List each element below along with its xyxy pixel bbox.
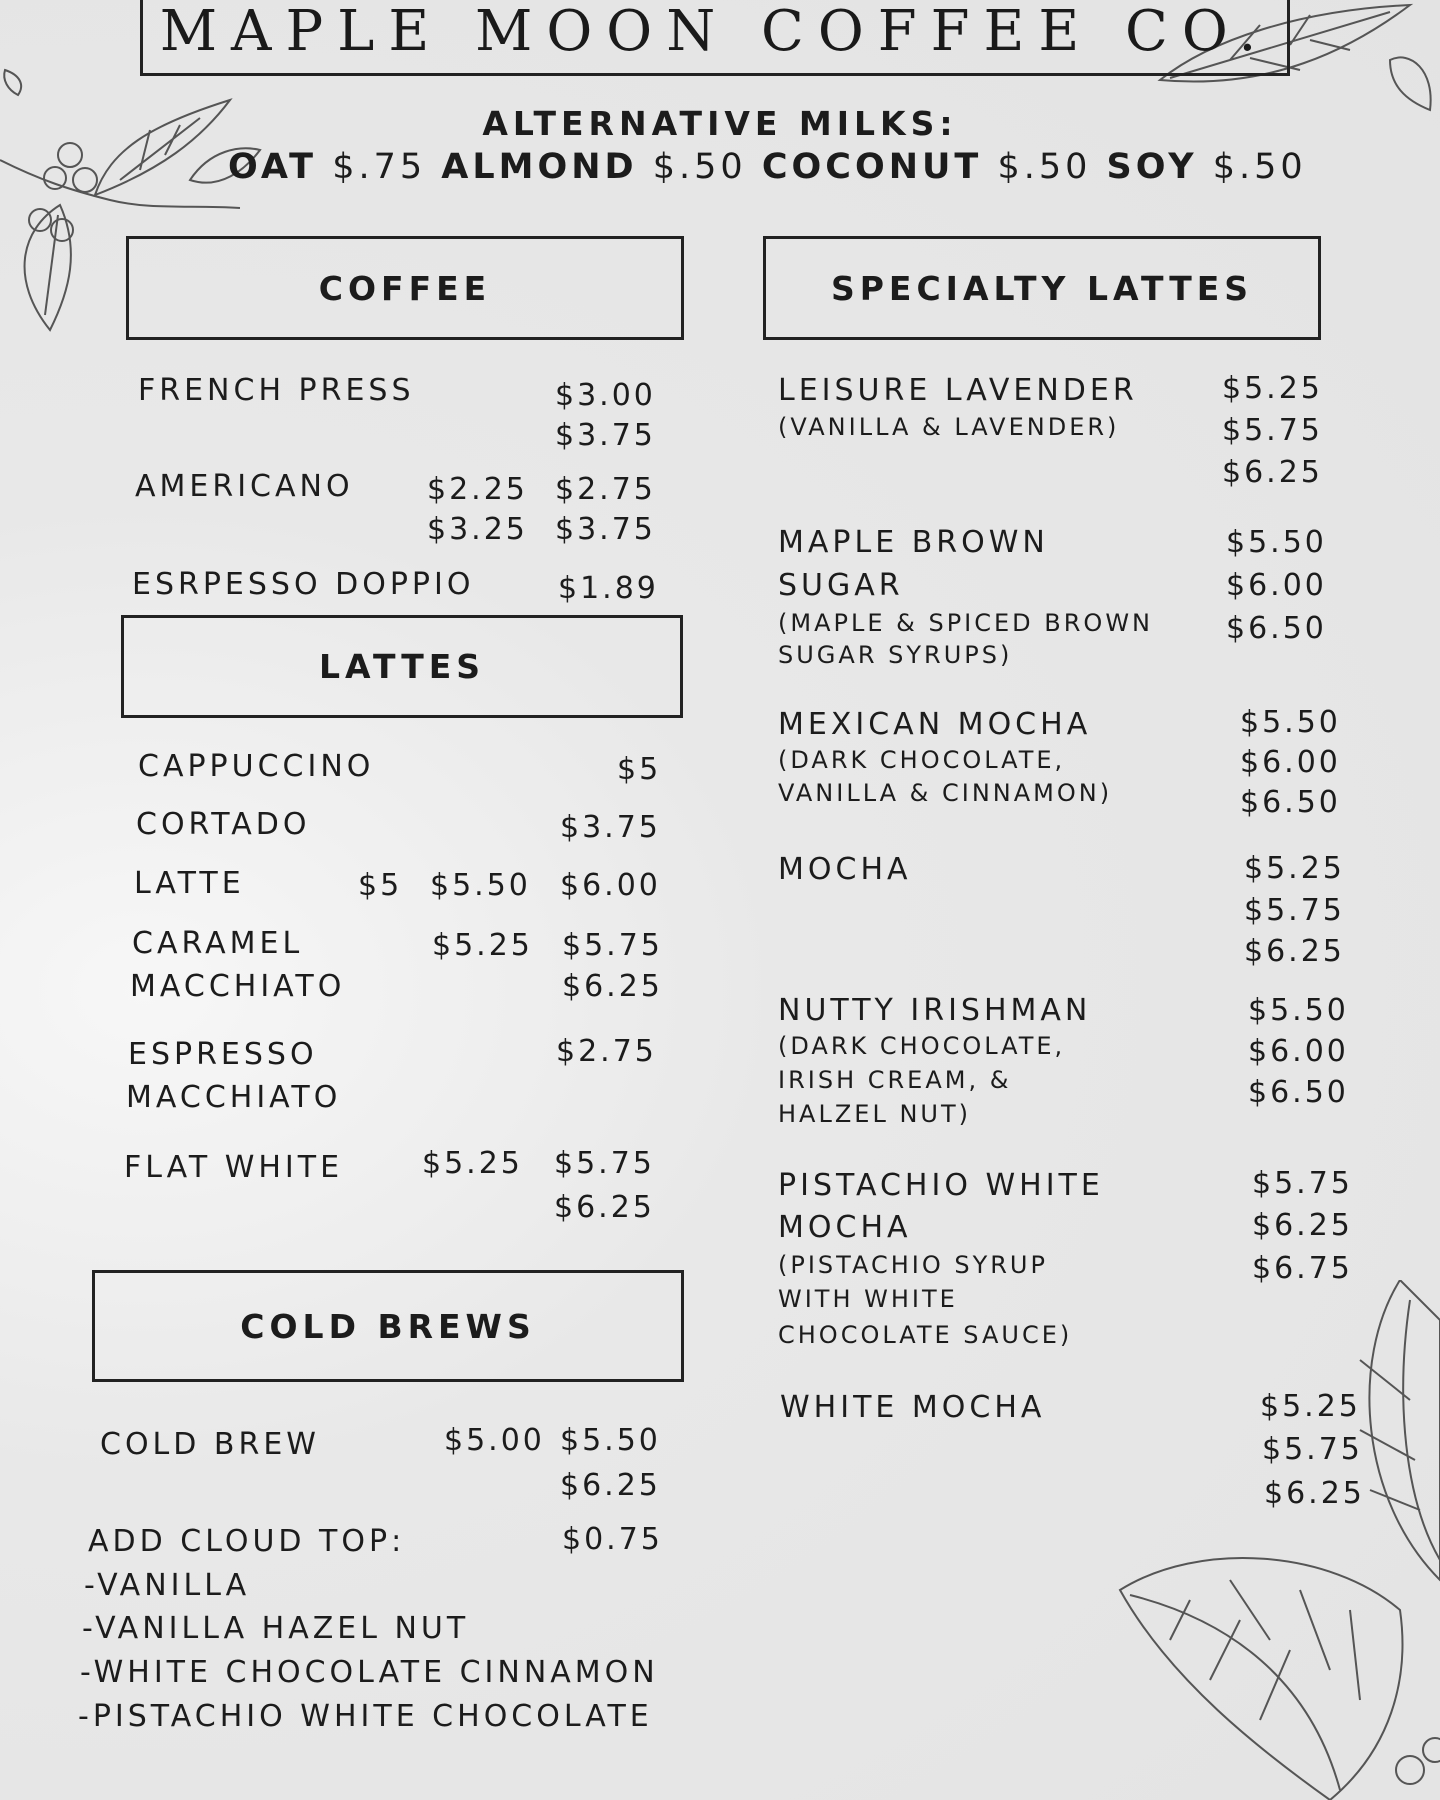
item-price: $6.25: [562, 969, 663, 1004]
item-price: $6.00: [560, 868, 661, 903]
item-price: $5.50: [1226, 525, 1327, 560]
cloud-top-option: -PISTACHIO WHITE CHOCOLATE: [78, 1699, 653, 1734]
item-name: AMERICANO: [135, 469, 354, 504]
item-price: $2.25: [427, 472, 528, 507]
item-name: ESRPESSO DOPPIO: [132, 567, 475, 602]
item-price: $3.75: [555, 512, 656, 547]
item-name: NUTTY IRISHMAN: [778, 993, 1092, 1028]
item-price: $6.25: [1244, 934, 1345, 969]
cloud-top-price: $0.75: [562, 1522, 663, 1557]
item-price: $6.25: [1222, 455, 1323, 490]
item-name: ESPRESSO: [128, 1037, 318, 1072]
item-description: IRISH CREAM, &: [778, 1066, 1012, 1094]
item-name: PISTACHIO WHITE: [778, 1168, 1104, 1203]
item-price: $6.00: [1248, 1034, 1349, 1069]
item-price: $1.89: [558, 571, 659, 606]
item-price: $5.25: [1260, 1389, 1361, 1424]
item-price: $6.00: [1240, 745, 1341, 780]
item-price: $5.50: [1240, 705, 1341, 740]
item-price: $2.75: [555, 472, 656, 507]
item-description: (PISTACHIO SYRUP: [778, 1251, 1048, 1279]
item-price: $5.25: [1244, 851, 1345, 886]
coffee-leaf-icon: [1110, 1280, 1440, 1800]
milk-price: $.75: [332, 147, 427, 187]
item-price: $3.00: [555, 378, 656, 413]
milk-name: ALMOND: [441, 147, 638, 187]
item-price: $3.75: [560, 810, 661, 845]
alternative-milks-list: [228, 147, 1307, 187]
milk-price: $.50: [652, 147, 747, 187]
item-description: SUGAR SYRUPS): [778, 641, 1013, 669]
cold-brews-section-heading: [92, 1270, 684, 1382]
item-price: $6.25: [554, 1190, 655, 1225]
item-name: MEXICAN MOCHA: [778, 707, 1092, 742]
item-description: (DARK CHOCOLATE,: [778, 1032, 1066, 1060]
cloud-top-option: -WHITE CHOCOLATE CINNAMON: [80, 1655, 659, 1690]
cloud-top-option: -VANILLA: [84, 1568, 251, 1603]
item-name: LATTE: [134, 866, 245, 901]
alternative-milks-heading: ALTERNATIVE MILKS:: [482, 104, 958, 143]
item-name: MOCHA: [778, 1210, 912, 1245]
item-price: $5: [358, 868, 403, 903]
milk-name: COCONUT: [761, 147, 983, 187]
item-price: $5.25: [1222, 371, 1323, 406]
cloud-top-option: -VANILLA HAZEL NUT: [82, 1611, 470, 1646]
specialty-lattes-heading-text: SPECIALTY LATTES: [830, 268, 1254, 308]
item-price: $5.75: [1252, 1166, 1353, 1201]
item-price: $6.25: [1264, 1476, 1365, 1511]
lattes-section-heading: [121, 615, 683, 718]
item-price: $5.50: [560, 1423, 661, 1458]
milk-price: $.50: [1212, 147, 1307, 187]
item-price: $6.25: [1252, 1208, 1353, 1243]
item-name: MAPLE BROWN: [778, 525, 1049, 560]
milk-price: $.50: [997, 147, 1092, 187]
item-name: CORTADO: [136, 807, 311, 842]
item-price: $5.25: [422, 1146, 523, 1181]
item-name: CARAMEL: [132, 926, 304, 961]
item-price: $5: [617, 752, 662, 787]
item-description: WITH WHITE: [778, 1285, 958, 1313]
item-price: $5.25: [432, 928, 533, 963]
item-price: $6.00: [1226, 568, 1327, 603]
item-name: COLD BREW: [100, 1427, 320, 1462]
item-price: $5.75: [1262, 1432, 1363, 1467]
milk-name: OAT: [228, 147, 318, 187]
item-description: (DARK CHOCOLATE,: [778, 746, 1066, 774]
item-price: $6.50: [1240, 785, 1341, 820]
item-price: $6.50: [1248, 1075, 1349, 1110]
lattes-heading-text: LATTES: [318, 647, 486, 686]
item-name: MACCHIATO: [130, 969, 346, 1004]
coffee-heading-text: COFFEE: [318, 268, 492, 308]
item-price: $6.50: [1226, 611, 1327, 646]
page-title: MAPLE MOON COFFEE CO.: [159, 0, 1271, 64]
item-price: $3.75: [555, 418, 656, 453]
specialty-lattes-section-heading: [763, 236, 1321, 340]
item-name: MACCHIATO: [126, 1080, 342, 1115]
item-description: HALZEL NUT): [778, 1100, 971, 1128]
item-name: LEISURE LAVENDER: [778, 373, 1138, 408]
item-name: CAPPUCCINO: [138, 749, 375, 784]
item-price: $5.75: [554, 1146, 655, 1181]
item-name: WHITE MOCHA: [780, 1390, 1046, 1425]
coffee-section-heading: [126, 236, 684, 340]
item-price: $3.25: [427, 512, 528, 547]
item-price: $5.75: [1244, 893, 1345, 928]
item-name: FRENCH PRESS: [138, 373, 415, 408]
item-price: $6.75: [1252, 1251, 1353, 1286]
item-price: $2.75: [556, 1034, 657, 1069]
item-description: VANILLA & CINNAMON): [778, 779, 1113, 807]
item-price: $5.00: [444, 1423, 545, 1458]
title-box: [140, 0, 1290, 76]
item-name: SUGAR: [778, 568, 904, 603]
cold-brews-heading-text: COLD BREWS: [240, 1306, 536, 1346]
item-description: (MAPLE & SPICED BROWN: [778, 609, 1153, 637]
milk-name: SOY: [1106, 147, 1198, 187]
item-price: $5.50: [430, 868, 531, 903]
item-price: $5.75: [562, 928, 663, 963]
item-name: MOCHA: [778, 852, 912, 887]
item-name: FLAT WHITE: [124, 1150, 344, 1185]
item-price: $5.75: [1222, 413, 1323, 448]
item-price: $6.25: [560, 1468, 661, 1503]
item-description: (VANILLA & LAVENDER): [778, 413, 1120, 441]
item-description: CHOCOLATE SAUCE): [778, 1321, 1073, 1349]
item-price: $5.50: [1248, 993, 1349, 1028]
cloud-top-label: ADD CLOUD TOP:: [88, 1524, 406, 1559]
